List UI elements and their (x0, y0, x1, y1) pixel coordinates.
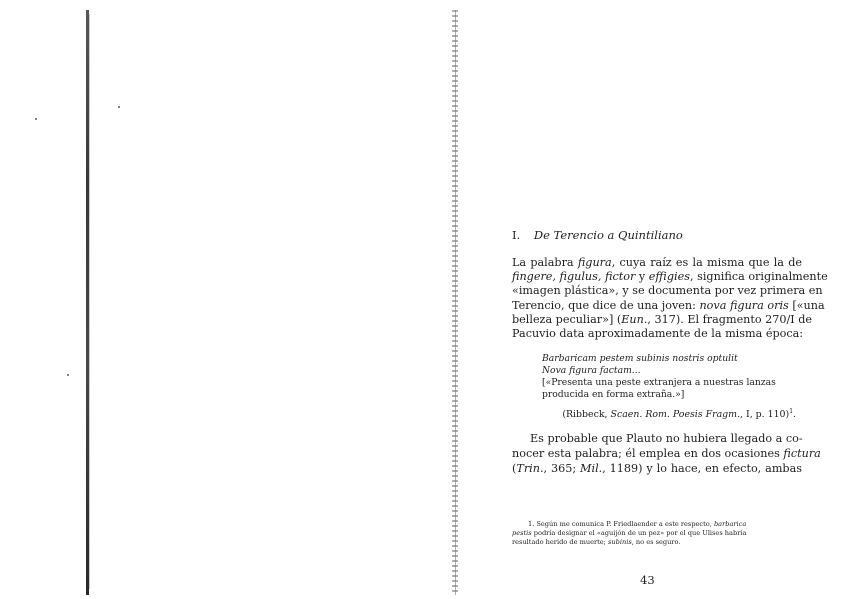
scan-speck (35, 118, 37, 120)
quote-translation-line-2: producida en forma extraña.»] (542, 389, 685, 401)
footnote-line: resultado herido de muerte; subinis, no es seguro. (512, 538, 681, 546)
section-heading (512, 228, 802, 242)
quote-translation-line-1: [«Presenta una peste extranjera a nuestras lanzas (542, 377, 776, 389)
section-title: De Terencio a Quintiliano (533, 228, 683, 242)
section-number: I. (512, 228, 521, 242)
paragraph-1-line: fingere, figulus, fictor y effigies, significa originalmente (512, 270, 828, 284)
paragraph-1-line: Pacuvio data aproximadamente de la misma época: (512, 327, 804, 341)
paragraph-1-line: belleza peculiar»] (Eun., 317). El fragmento 270/I de (512, 312, 813, 326)
paragraph-1-italic: effigies (648, 270, 690, 284)
quote-latin-line-1: Barbaricam pestem subinis nostris optulit (542, 353, 738, 365)
scan-speck (67, 374, 69, 376)
quote-citation: (Ribbeck, Scaen. Rom. Poesis Fragm., I, p. 110)$^1$. (562, 408, 796, 421)
paragraph-1-italic: Eun. (621, 312, 648, 326)
paragraph-1-line: Terencio, que dice de una joven: nova figura oris [«una (512, 298, 825, 312)
scan-speck (118, 106, 120, 108)
paragraph-2-italic: Trin. (516, 461, 544, 475)
paragraph-2-line: Es probable que Plauto no hubiera llegado a co- (530, 432, 803, 446)
paragraph-2-line: (Trin., 365; Mil., 1189) y lo hace, en efecto, ambas (512, 461, 802, 475)
paragraph-1 (512, 256, 828, 341)
paragraph-1-italic: fingere, figulus, fictor (512, 270, 636, 284)
page-number: 43 (640, 573, 655, 587)
paragraph-2-line: nocer esta palabra; él emplea en dos ocasiones fictura (512, 446, 821, 460)
quote-latin-line-2: Nova figura factam... (542, 365, 641, 377)
book-gutter-line (455, 10, 456, 595)
paragraph-2-italic: fictura (783, 446, 821, 460)
paragraph-2-italic: Mil. (580, 461, 603, 475)
footnote-line: 1. Según me comunica P. Friedlaender a este respecto, barbarica (528, 520, 747, 528)
paragraph-1-italic: figura (577, 256, 612, 269)
paragraph-1-line: «imagen plástica», y se documenta por vez primera en (512, 284, 823, 298)
footnote-marker: 1 (789, 408, 794, 416)
block-quote (542, 353, 802, 401)
right-page-body (512, 228, 828, 476)
footnote (512, 520, 802, 547)
paragraph-2 (512, 432, 821, 476)
footnote-line: pestis podría designar el «aguijón de un pez» por el que Ulises habría (512, 529, 747, 537)
footnote-italic: barbarica (713, 520, 747, 528)
left-page-edge-shadow (89, 14, 90, 589)
footnote-italic: pestis (512, 529, 532, 537)
footnote-italic: subinis (608, 538, 632, 546)
paragraph-1-line: La palabra figura, cuya raíz es la misma que la de (512, 256, 802, 269)
paragraph-1-italic: nova figura oris (699, 298, 789, 312)
